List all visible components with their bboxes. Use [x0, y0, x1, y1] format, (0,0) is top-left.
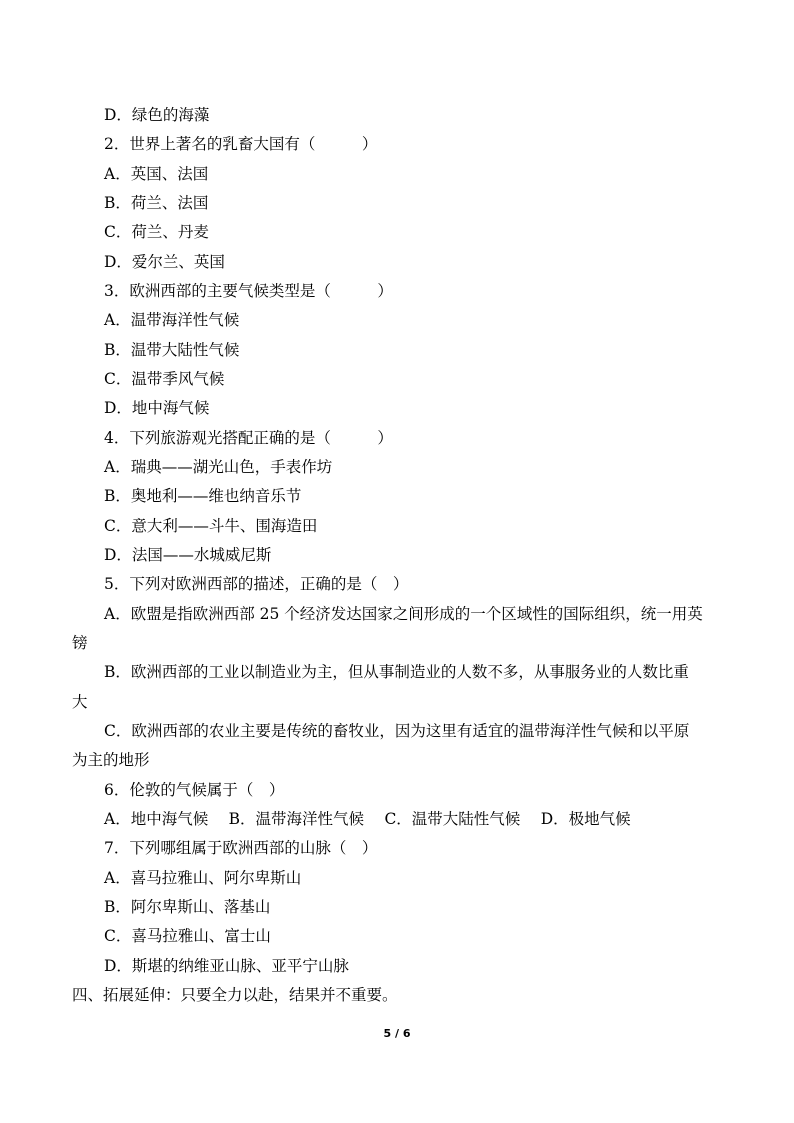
question-4: 4．下列旅游观光搭配正确的是（ ）: [104, 429, 393, 447]
page-number: 5 / 6: [383, 1027, 411, 1040]
option-5c: C．欧洲西部的农业主要是传统的畜牧业，因为这里有适宜的温带海洋性气候和以平原: [104, 722, 690, 740]
option-7c: C．喜马拉雅山、富士山: [104, 927, 271, 945]
question-2: 2．世界上著名的乳畜大国有（ ）: [104, 135, 378, 153]
options-6: A．地中海气候 B．温带海洋性气候 C．温带大陆性气候 D．极地气候: [104, 810, 631, 828]
section-heading-4: 四、拓展延伸：只要全力以赴，结果并不重要。: [72, 986, 398, 1004]
option-7d: D．斯堪的纳维亚山脉、亚平宁山脉: [104, 957, 349, 975]
option-3c: C．温带季风气候: [104, 370, 225, 388]
option-3a: A．温带海洋性气候: [104, 311, 240, 329]
option-7a: A．喜马拉雅山、阿尔卑斯山: [104, 869, 302, 887]
question-6: 6．伦敦的气候属于（ ）: [104, 781, 285, 799]
option-5a: A．欧盟是指欧洲西部 25 个经济发达国家之间形成的一个区域性的国际组织，统一用英: [104, 605, 703, 623]
option-4a: A．瑞典——湖光山色，手表作坊: [104, 458, 333, 476]
option-2c: C．荷兰、丹麦: [104, 223, 209, 241]
option-3d: D．地中海气候: [104, 399, 210, 417]
option-5a-cont: 镑: [72, 634, 88, 652]
question-5: 5．下列对欧洲西部的描述，正确的是（ ）: [104, 575, 409, 593]
option-3b: B．温带大陆性气候: [104, 341, 240, 359]
option-2b: B．荷兰、法国: [104, 194, 209, 212]
option-5b-cont: 大: [72, 693, 88, 711]
option-2d: D．爱尔兰、英国: [104, 253, 225, 271]
option-5b: B．欧洲西部的工业以制造业为主，但从事制造业的人数不多，从事服务业的人数比重: [104, 663, 689, 681]
question-7: 7．下列哪组属于欧洲西部的山脉（ ）: [104, 839, 378, 857]
option-2a: A．英国、法国: [104, 165, 209, 183]
option-5c-cont: 为主的地形: [72, 751, 150, 769]
question-3: 3．欧洲西部的主要气候类型是（ ）: [104, 282, 393, 300]
option-7b: B．阿尔卑斯山、落基山: [104, 898, 271, 916]
option-1d: D．绿色的海藻: [104, 106, 210, 124]
option-4b: B．奥地利——维也纳音乐节: [104, 487, 302, 505]
option-4d: D．法国——水城威尼斯: [104, 546, 272, 564]
option-4c: C．意大利——斗牛、围海造田: [104, 517, 318, 535]
